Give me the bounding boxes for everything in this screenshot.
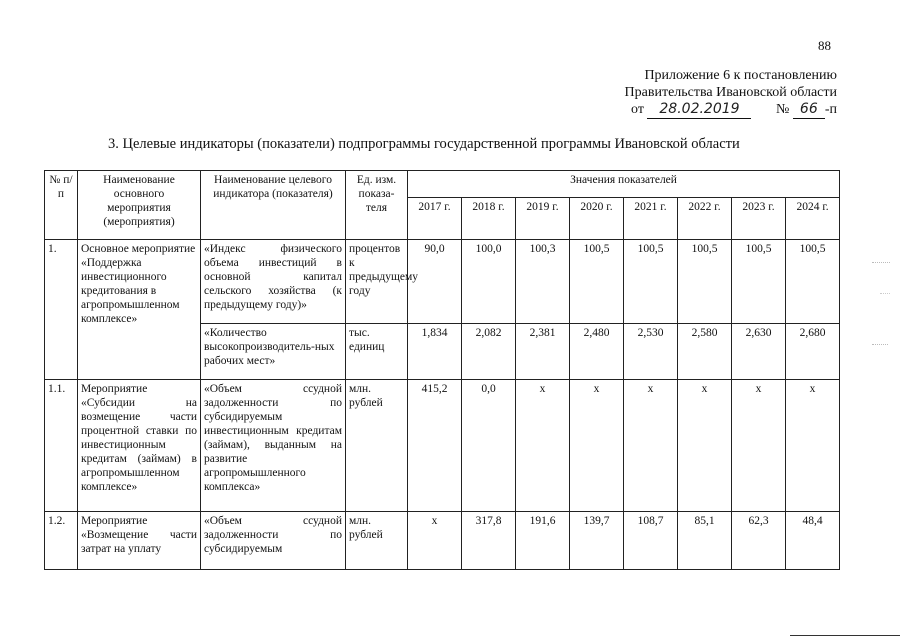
scan-margin-marks <box>872 262 898 382</box>
row-indicator: «Индекс физического объема инвестиций в основной капитал сельского хозяйства (к предыдущему году)» <box>201 240 346 324</box>
section-title: 3. Целевые индикаторы (показатели) подпрограммы государственной программы Ивановской области <box>108 136 740 152</box>
header-event: Наименование основного мероприятия (мероприятия) <box>78 171 201 240</box>
row-unit: тыс. единиц <box>346 324 408 380</box>
header-year: 2024 г. <box>786 198 840 240</box>
header-year: 2023 г. <box>732 198 786 240</box>
number-suffix: -п <box>824 102 837 117</box>
value-cell: 2,530 <box>624 324 678 380</box>
resolution-date: 28.02.2019 <box>647 101 751 119</box>
value-cell: 317,8 <box>462 512 516 570</box>
appendix-header <box>625 67 837 119</box>
header-year: 2020 г. <box>570 198 624 240</box>
row-indicator: «Количество высокопроизводитель-ных рабочих мест» <box>201 324 346 380</box>
value-cell: 2,580 <box>678 324 732 380</box>
value-cell: 100,5 <box>732 240 786 324</box>
value-cell: 139,7 <box>570 512 624 570</box>
indicators-table <box>44 170 840 570</box>
value-cell: 2,630 <box>732 324 786 380</box>
value-cell: x <box>570 380 624 512</box>
value-cell: 191,6 <box>516 512 570 570</box>
value-cell: 48,4 <box>786 512 840 570</box>
row-event-text: Мероприятие «Возмещение части затрат на уплату <box>81 515 197 555</box>
row-indicator: «Объем ссудной задолженности по субсидируемым инвестиционным кредитам (займам), выданным на развитие агропромышленного комплекса» <box>201 380 346 512</box>
row-event: Основное мероприятие «Поддержка инвестиционного кредитования в агропромышленном комплексе» <box>78 240 201 380</box>
row-indicator-text: «Объем ссудной задолженности по субсидируемым <box>204 515 342 555</box>
number-label: № <box>775 102 790 117</box>
value-cell: 85,1 <box>678 512 732 570</box>
header-indicator: Наименование целевого индикатора (показателя) <box>201 171 346 240</box>
value-cell: x <box>732 380 786 512</box>
value-cell: 1,834 <box>408 324 462 380</box>
header-year: 2021 г. <box>624 198 678 240</box>
row-num: 1.2. <box>45 512 78 570</box>
value-cell: 0,0 <box>462 380 516 512</box>
row-num: 1. <box>45 240 78 380</box>
header-year: 2017 г. <box>408 198 462 240</box>
value-cell: x <box>408 512 462 570</box>
value-cell: x <box>786 380 840 512</box>
value-cell: 100,5 <box>624 240 678 324</box>
value-cell: 100,5 <box>678 240 732 324</box>
header-year: 2018 г. <box>462 198 516 240</box>
value-cell: 100,0 <box>462 240 516 324</box>
header-year: 2019 г. <box>516 198 570 240</box>
row-unit: процентов к предыдущему году <box>346 240 408 324</box>
value-cell: 100,3 <box>516 240 570 324</box>
value-cell: 100,5 <box>786 240 840 324</box>
row-unit: млн. рублей <box>346 512 408 570</box>
value-cell: x <box>516 380 570 512</box>
header-year: 2022 г. <box>678 198 732 240</box>
table-row <box>45 380 840 512</box>
value-cell: 415,2 <box>408 380 462 512</box>
row-event: Мероприятие «Субсидии на возмещение части процентной ставки по инвестиционным кредитам (займам) в агропромышленном комплексе» <box>78 380 201 512</box>
row-event <box>78 512 201 570</box>
page-number: 88 <box>818 38 831 53</box>
row-num: 1.1. <box>45 380 78 512</box>
value-cell: 108,7 <box>624 512 678 570</box>
appendix-line-1: Приложение 6 к постановлению <box>644 68 837 83</box>
table-row <box>45 512 840 570</box>
row-unit: млн. рублей <box>346 380 408 512</box>
header-unit: Ед. изм. показа-теля <box>346 171 408 240</box>
appendix-date-line <box>625 101 837 119</box>
appendix-line-2: Правительства Ивановской области <box>624 85 837 100</box>
header-values: Значения показателей <box>408 171 840 198</box>
from-label: от <box>631 102 644 117</box>
value-cell: 2,082 <box>462 324 516 380</box>
value-cell: x <box>678 380 732 512</box>
value-cell: x <box>624 380 678 512</box>
value-cell: 90,0 <box>408 240 462 324</box>
row-indicator <box>201 512 346 570</box>
header-num: № п/п <box>45 171 78 240</box>
value-cell: 2,680 <box>786 324 840 380</box>
table-row <box>45 240 840 324</box>
value-cell: 62,3 <box>732 512 786 570</box>
header-row <box>45 171 840 198</box>
value-cell: 2,381 <box>516 324 570 380</box>
value-cell: 100,5 <box>570 240 624 324</box>
page-bottom-line <box>790 635 900 636</box>
resolution-number: 66 <box>793 101 825 119</box>
value-cell: 2,480 <box>570 324 624 380</box>
